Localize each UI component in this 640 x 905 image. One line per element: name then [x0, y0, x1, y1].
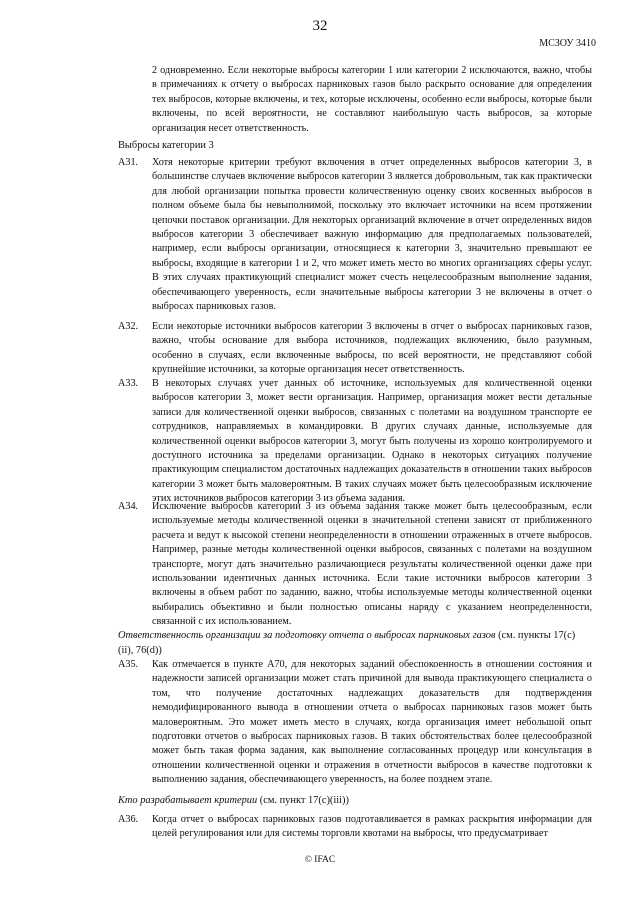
paragraph-a31	[118, 156, 592, 314]
paragraph-number: A32.	[118, 321, 139, 332]
footer-copyright: © IFAC	[304, 855, 336, 865]
paragraph-number: A33.	[118, 378, 139, 389]
paragraph-a36	[118, 813, 592, 842]
paragraph-a32	[118, 320, 592, 378]
document-code: МСЗОУ 3410	[539, 38, 596, 49]
paragraph-text: Как отмечается в пункте A70, для некоторых заданий обеспокоенность в отношении состояния и надежности записей организации может стать причиной для вывода практикующего специалиста о том, что получение достаточных надлежащих доказательств для подтверждения немодифицированного вывода в отношении отчета о выбросах парниковых газов может быть маловероятным. Это может иметь место в случаях, когда организация имеет небольшой опыт подготовки отчетов о выбросах парниковых газов. В таких обстоятельствах более целесообразной может быть такая форма задания, как выполнение согласованных процедур или консультация в отношении количественной оценки и отражения в отчетности выбросов в качестве подготовки к выполнению задания, обеспечивающего уверенность, на более позднем этапе.	[152, 659, 592, 786]
paragraph-number: A36.	[118, 814, 139, 825]
continuation-paragraph: 2 одновременно. Если некоторые выбросы категории 1 или категории 2 исключаются, важно, чтобы в примечаниях к отчету о выбросах парниковых газов было раскрыто основание для определения тех выбросов, которые включены, и тех, которые исключены, особенно если выбросы, которые были включены, по всей вероятности, не составляют наибольшую часть выбросов, за которые организация несет ответственность.	[152, 65, 592, 134]
paragraph-number: A35.	[118, 659, 139, 670]
section-heading-criteria	[118, 795, 349, 806]
paragraph-number: A34.	[118, 501, 139, 512]
paragraph-text: Когда отчет о выбросах парниковых газов подготавливается в рамках раскрытия информации для целей регулирования или для системы торговли квотами на выбросы, что предусматривает	[152, 814, 592, 840]
page-number: 32	[312, 18, 328, 34]
paragraph-text: Хотя некоторые критерии требуют включения в отчет определенных выбросов категории 3, в большинстве случаев включение выбросов категории 3 является добровольным, так как практически для любой организации попытка провести количественную оценку своих косвенных выбросов в полном объеме была бы невыполнимой, поскольку это включает источники на всем протяжении цепочки поставок организации. Для некоторых организаций включение в отчет определенных видов выбросов категории 3 обеспечивает важную информацию для предполагаемых пользователей, например, если выбросы организации, относящиеся к категории 3, значительно превышают ее выбросы, входящие в категории 1 и 2, что может иметь место во многих организациях сферы услуг. В этих случаях практикующий специалист может счесть нецелесообразным выполнение задания, обеспечивающего уверенность, если значительные выбросы категории 3 не включены в отчет о выбросах парниковых газов.	[152, 157, 592, 313]
section-reference: (см. пункты 17(c)(ii), 76(d))	[118, 630, 576, 656]
section-heading-text: Кто разрабатывает критерии	[118, 795, 258, 806]
paragraph-number: A31.	[118, 157, 139, 168]
paragraph-a34	[118, 500, 592, 630]
paragraph-a33	[118, 377, 592, 507]
paragraph-text: В некоторых случаях учет данных об источнике, используемых для количественной оценки выбросов категории 3, может вести организация. Например, организация может вести детальные записи для количественной оценки выбросов, связанных с полетами на воздушном транспорте ее сотрудников, направляемых в командировки. В других случаях данные, используемые для количественной оценки выбросов категории 3, могут быть получены из хорошо контролируемого и доступного источника за пределами организации. Однако в некоторых ситуациях получение практикующим специалистом достаточных надлежащих доказательств в отношении таких выбросов категории 3 может быть маловероятным. В таких случаях может быть целесообразным исключение этих источников выбросов категории 3 из объема задания.	[152, 378, 592, 505]
section-heading-category3: Выбросы категории 3	[118, 140, 214, 151]
paragraph-text: Если некоторые источники выбросов категории 3 включены в отчет о выбросах парниковых газов, важно, чтобы основание для выбора источников, подлежащих включению, было разумным, особенно в случаях, если включенные выбросы, по всей вероятности, не представляют собой крупнейшие источники, за которые организация несет ответственность.	[152, 321, 592, 376]
paragraph-text: Исключение выбросов категории 3 из объема задания также может быть целесообразным, если используемые методы количественной оценки в значительной степени зависят от приближенного расчета и ведут к высокой степени неопределенности в отношении отраженных в отчете выбросов. Например, разные методы количественной оценки выбросов, связанных с полетами на воздушном транспорте, могут дать значительно различающиеся результаты количественной оценки даже при использовании идентичных данных источника. Если такие источники выбросов категории 3 включены в объем работ по заданию, важно, чтобы используемые методы количественной оценки выбирались объективно и были полностью описаны наряду с указанием неопределенности, связанной с их использованием.	[152, 501, 592, 628]
paragraph-a35	[118, 658, 592, 788]
section-heading-responsibility	[118, 629, 588, 658]
section-heading-text: Ответственность организации за подготовку отчета о выбросах парниковых газов	[118, 630, 496, 641]
section-reference: (см. пункт 17(c)(iii))	[259, 795, 349, 806]
